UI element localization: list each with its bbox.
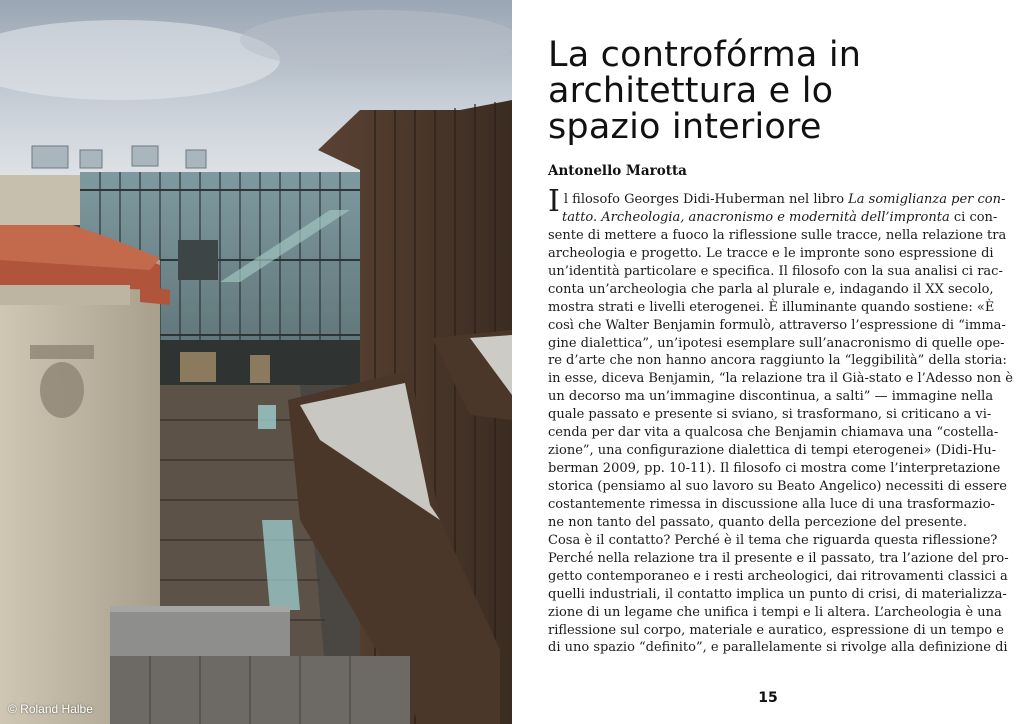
body-line: un’identità particolare e specifica. Il filosofo con la sua analisi ci rac- — [548, 263, 1003, 279]
body-line: quale passato e presente si sviano, si trasformano, si criticano a vi- — [548, 407, 992, 423]
title-line: La controfórma in — [548, 35, 862, 75]
body-line: getto contemporaneo e i resti archeologici, dai ritrovamenti classici a — [548, 568, 1008, 584]
body-line: Cosa è il contatto? Perché è il tema che riguarda questa riflessione? — [548, 532, 998, 548]
body-line: tatto. Archeologia, anacronismo e modernità dell’impronta ci con- — [562, 209, 998, 225]
article-title — [548, 37, 988, 145]
body-line: cenda per dar vita a qualcosa che Benjamin chiamava una “costella- — [548, 425, 999, 441]
title-line: spazio interiore — [548, 107, 822, 147]
body-line: ne non tanto del passato, quanto della percezione del presente. — [548, 514, 967, 530]
body-line: gine dialettica”, un’ipotesi esemplare sull’anacronismo di quelle ope- — [548, 335, 1005, 351]
title-line: architettura e lo — [548, 71, 834, 111]
body-line: così che Walter Benjamin formulò, attraverso l’espressione di “imma- — [548, 317, 1006, 333]
body-line: zione di un legame che unifica i tempi e li altera. L’archeologia è una — [548, 604, 1002, 620]
body-line: zione”, una configurazione dialettica di tempi eterogenei» (Didi-Hu- — [548, 443, 997, 459]
body-line: storica (pensiamo al suo lavoro su Beato Angelico) necessiti di essere — [548, 479, 1007, 494]
body-line: sente di mettere a fuoco la riflessione sulle tracce, nella relazione tra — [548, 227, 1007, 243]
body-line: berman 2009, pp. 10-11). Il filosofo ci mostra come l’interpretazione — [548, 461, 1001, 477]
body-line: re d’arte che non hanno ancora raggiunto la “leggibilità” della storia: — [548, 353, 1007, 369]
body-line: in esse, diceva Benjamin, “la relazione tra il Già-stato e l’Adesso non è — [548, 371, 1013, 387]
body-line: conta un’archeologia che parla al plurale e, indagando il XX secolo, — [548, 281, 994, 297]
body-line: Perché nella relazione tra il presente e il passato, tra l’azione del pro- — [548, 550, 1009, 566]
body-line: quelli industriali, il contatto implica un punto di crisi, di materializza- — [548, 586, 1007, 602]
body-line: archeologia e progetto. Le tracce e le impronte sono espressione di — [548, 245, 994, 261]
body-line: riflessione sul corpo, materiale e auratico, espressione di un tempo e — [548, 622, 1004, 638]
body-line: Il filosofo Georges Didi-Huberman nel libro La somiglianza per con- — [548, 184, 1006, 219]
photo-credit: © Roland Halbe — [8, 702, 93, 716]
body-line: di uno spazio “definito”, e parallelamente si rivolge alla definizione di — [548, 640, 1008, 656]
drop-cap: I — [548, 184, 560, 219]
article-author: Antonello Marotta — [548, 163, 687, 179]
body-line: un decorso ma un’immagine discontinua, a salti” — immagine nella — [548, 389, 994, 405]
page-number: 15 — [758, 690, 778, 706]
body-line: mostra strati e livelli eterogenei. È illuminante quando sostiene: «È — [548, 299, 995, 315]
body-line: costantemente rimessa in discussione alla luce di una trasformazio- — [548, 496, 995, 512]
article-column — [548, 0, 1013, 724]
article-body — [548, 184, 1013, 657]
